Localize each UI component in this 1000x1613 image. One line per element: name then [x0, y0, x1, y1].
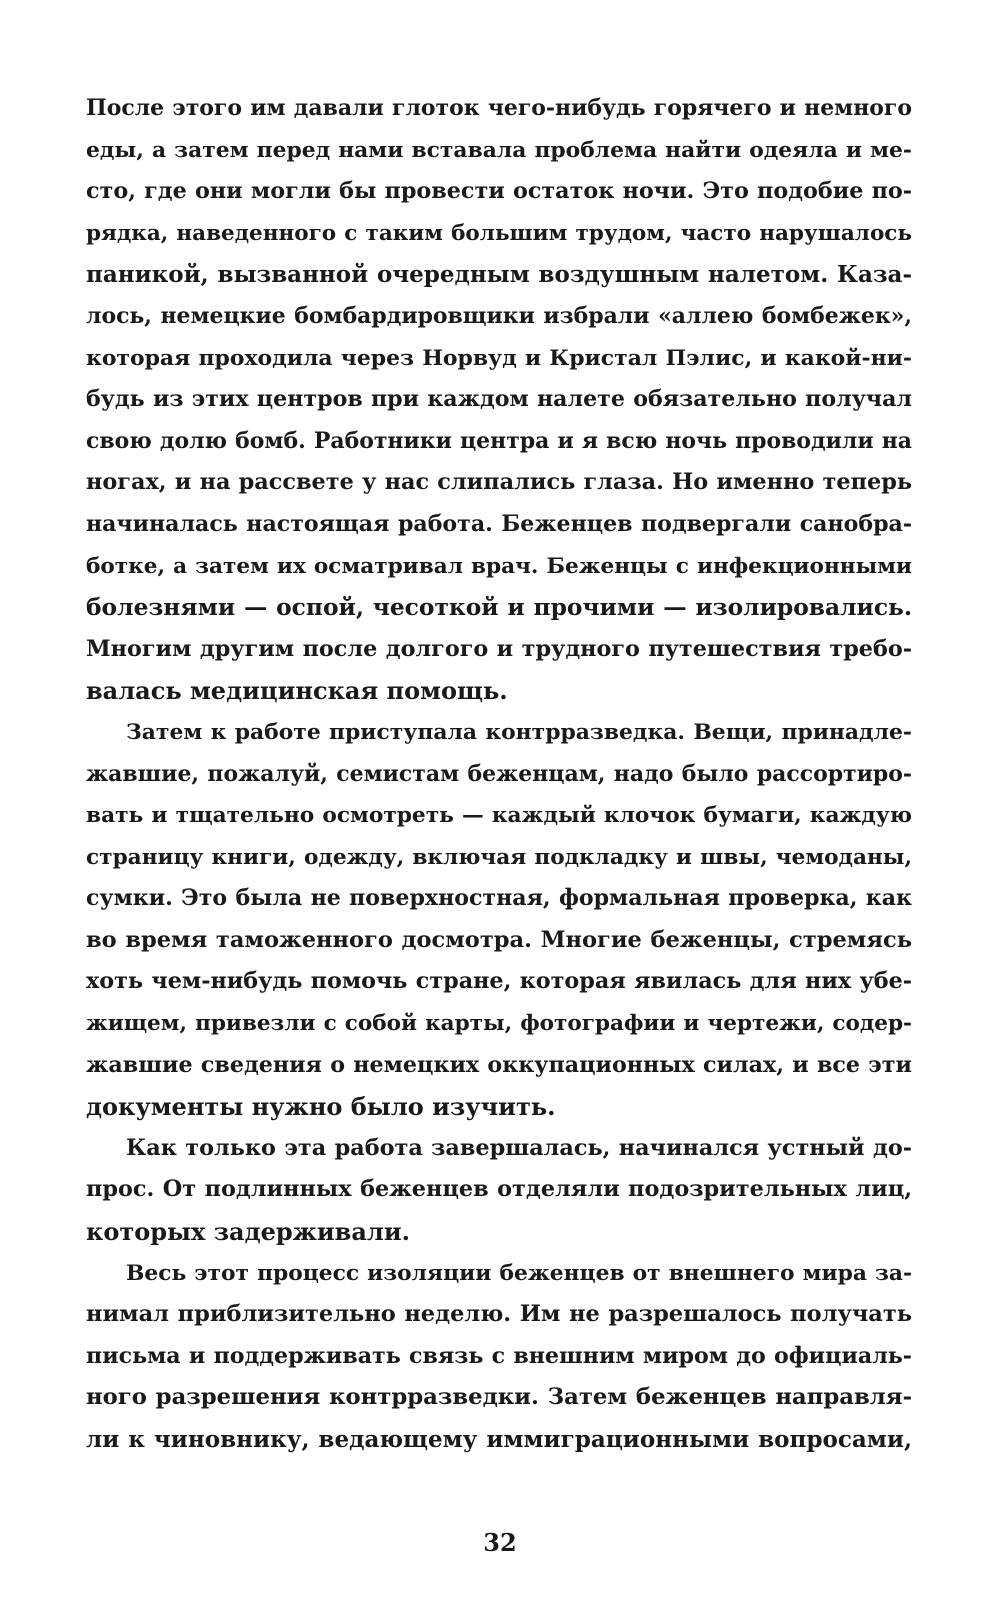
text-line: Как только эта работа завершалась, начинался устный до-	[126, 1134, 912, 1161]
text-line: хоть чем-нибудь помочь стране, которая явилась для них убе-	[86, 968, 912, 995]
text-line: ли к чиновнику, ведающему иммиграционными вопросами,	[86, 1426, 912, 1453]
text-line: сумки. Это была не поверхностная, формальная проверка, как	[86, 885, 912, 912]
text-line: еды, а затем перед нами вставала проблема найти одеяла и ме-	[86, 137, 912, 163]
text-line: жавшие сведения о немецких оккупационных силах, и все эти	[86, 1051, 912, 1078]
text-line: ботке, а затем их осматривал врач. Беженцы с инфекционными	[86, 553, 912, 579]
body-text	[86, 88, 912, 1461]
text-line: жавшие, пожалуй, семистам беженцам, надо было рассортиро-	[86, 760, 912, 787]
text-line: лось, немецкие бомбардировщики избрали «аллею бомбежек»,	[86, 302, 912, 329]
text-line: во время таможенного досмотра. Многие беженцы, стремясь	[86, 926, 912, 953]
text-line: свою долю бомб. Работники центра и я всю ночь проводили на	[86, 427, 912, 454]
text-line: будь из этих центров при каждом налете обязательно получал	[86, 386, 912, 413]
text-line: которых задерживали.	[86, 1217, 410, 1247]
text-line: жищем, привезли с собой карты, фотографии и чертежи, содер-	[86, 1011, 912, 1037]
text-line: ногах, и на рассвете у нас слипались глаза. Но именно теперь	[86, 469, 912, 496]
text-line: паникой, вызванной очередным воздушным налетом. Каза-	[86, 261, 912, 289]
text-line: прос. От подлинных беженцев отделяли подозрительных лиц,	[86, 1176, 912, 1203]
text-line: сто, где они могли бы провести остаток ночи. Это подобие по-	[86, 178, 912, 205]
text-line: Затем к работе приступала контрразведка. Вещи, принадле-	[126, 718, 912, 745]
text-line: письма и поддерживать связь с внешним миром до официаль-	[86, 1342, 912, 1369]
text-line: вать и тщательно осмотреть — каждый клочок бумаги, каждую	[86, 803, 912, 829]
text-line: ного разрешения контрразведки. Затем беженцев направля-	[86, 1384, 912, 1411]
text-line: рядка, наведенного с таким большим трудом, часто нарушалось	[86, 220, 912, 246]
text-line: После этого им давали глоток чего-нибудь горячего и немного	[86, 95, 912, 121]
text-line: Весь этот процесс изоляции беженцев от внешнего мира за-	[126, 1260, 912, 1286]
page-number: 32	[483, 1528, 517, 1557]
text-line: начиналась настоящая работа. Беженцев подвергали санобра-	[86, 510, 912, 537]
text-line: Многим другим после долгого и трудного путешествия требо-	[86, 635, 912, 662]
text-line: документы нужно было изучить.	[86, 1092, 556, 1122]
text-line: страницу книги, одежду, включая подкладку и швы, чемоданы,	[86, 844, 912, 870]
text-line: нимал приблизительно неделю. Им не разрешалось получать	[86, 1301, 912, 1328]
text-line: болезнями — оспой, чесоткой и прочими — изолировались.	[86, 593, 912, 622]
text-line: которая проходила через Норвуд и Кристал Пэлис, и какой-ни-	[86, 344, 912, 371]
text-line: валась медицинская помощь.	[86, 676, 508, 706]
